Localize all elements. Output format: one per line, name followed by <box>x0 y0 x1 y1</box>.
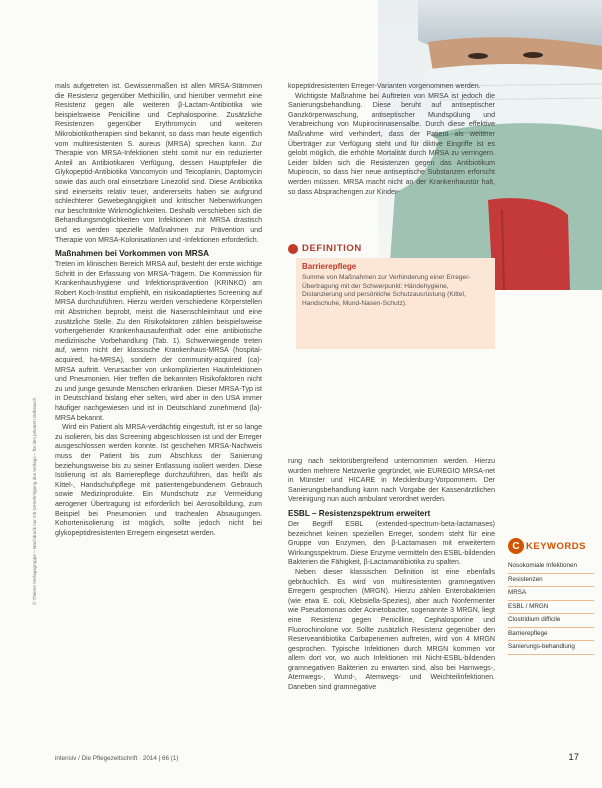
keyword-item: Barrierepflege <box>508 628 594 642</box>
right-text-column-top <box>288 82 495 197</box>
keywords-header <box>508 538 594 554</box>
keyword-item: Clostridium difficile <box>508 614 594 628</box>
keywords-letter-icon: C <box>508 538 524 554</box>
keyword-item: Nosokomiale Infektionen <box>508 560 594 574</box>
paragraph: Neben dieser klassischen Definition ist eine ebenfalls gebräuchlich. Es wird von multiresistenten gramnegativen Erregern gesprochen (MRGN). Hierzu zählen Enterobakterien (wie etwa E. coli, Klebsiella-Spezies), aber auch Nonfermenter wie Pseudomonas oder Acinetobacter, sogenannte 3 MRGN, liegt eine Resistenz gegen Penicilline, Cephalosporine und Fluorochinolone vor. Sollte zusätzlich Resistenz gegenüber den Reserveantibiotika Carbapenemen auftreten, wird von 4 MRGN gesprochen. Typische Infektionen durch MRGN kommen vor allem dort vor, wo auch Infektionen mit Nicht-ESBL-bildenden gramnegativen Bakterien zu erwarten sind, also bei Harnwegs-, Atemwegs-, Wund-, Atemwegs- und Weichteilinfektionen. Daneben sind gramnegative <box>288 568 495 692</box>
paragraph: kopeptidresistenten Erreger-Varianten vorgenommen werden. <box>288 83 481 90</box>
keyword-item: Sanierungs-behandlung <box>508 641 594 655</box>
section-heading: Maßnahmen bei Vorkommen von MRSA <box>55 249 210 259</box>
paragraph: Wird ein Patient als MRSA-verdächtig eingestuft, ist er so lange zu isolieren, bis das Screening abgeschlossen ist und der Erreger ausgeschlossen werden konnte. Ist geschehen MRSA-Nachweis muss der Patient bis zum Abschluss der Sanierung beziehungsweise bis zu seiner Entlassung isoliert werden. Diese Isolierung ist als Barrierepflege durchzuführen, das heißt als Kittel-, Handschuhpflege mit patientengebundenem Gebrauch sowie Medizinprodukte. Ein Mundschutz zur Vermeidung aerogener Übertragung ist erforderlich bei Aerosolbildung, zum Beispiel bei Pneumonien und trachealen Absaugungen. Kohortenisolierung ist möglich, sollte jedoch nicht bei glykopeptidresistenten Erregern eingesetzt werden. <box>55 424 262 537</box>
page-footer <box>55 753 585 767</box>
paragraph: Treten im klinischen Bereich MRSA auf, besteht der erste wichtige Schritt in der Erfassung von MRSA-Trägern. Die Kommission für Krankenhaushygiene und Infektionsprävention (KRINKO) am Robert Koch-Institut empfiehlt, ein risikoadaptiertes Screening auf MRSA durchzuführen. Hierzu werden verschiedene Körperstellen mit Abstrichen beprobt, meist die Nasenschleimhaut und eine zusätzliche Stelle. Zu den Risikofaktoren zählen beispielsweise vorhergehender Krankenhausaufenthalt oder eine antibiotische medizinische Vorbehandlung (Tab. 1). Schwerwiegende treten auf, wenn nicht der klassische Krankenhaus-MRSA (hospital-acquired, ha-MRSA), sondern der community-acquired (ca)-MRSA auftritt. Verursacher von unkomplizierten Hautinfektionen und Pneumonien. Hier treffen die bekannten Risikofaktoren nicht zu und junge gesunde Menschen erkranken. Dieser MRSA-Typ ist in Deutschland bislang eher selten, wird aber in den USA immer häufiger nachgewiesen und ist in Deutschland zunehmend (la)-MRSA bekannt. <box>55 261 262 422</box>
definition-content <box>296 258 495 349</box>
section-heading: ESBL – Resistenzspektrum erweitert <box>288 508 431 518</box>
keyword-item: MRSA <box>508 587 594 601</box>
page-number: 17 <box>568 752 579 763</box>
journal-reference: intensiv / Die Pflegezeitschrift · 2014 | 66 (1) <box>55 755 179 762</box>
keywords-list <box>508 560 594 655</box>
paragraph: mals aufgetreten ist. Gewissenmaßen ist allen MRSA-Stämmen die Resistenz gegenüber Methicillin, und hierüber vermehrt eine Resistenz gegen alle weiteren β-Lactam-Antibiotika wie beispielsweise Penicilline und Cephalosporine. Zusätzliche Resistenzen gegenüber Erythromycin und weiteren Mikrobiotikotherapien sind bekannt, so dass man heute eigentlich vom multiresistenten S. aureus (MRSA) sprechen kann. Zur Therapie von MRSA-Infektionen steht somit nur ein reduzierter Anteil an Antibiotikaren Verfügung, dessen Hauptpfeiler die Glykopeptid-Antibiotika Vancomycin und Teicoplanin, Daptomycin sowie das auch oral einsetzbare Linezolid sind. Diese Antibiotika sind einerseits relativ teuer, andererseits haben sie aufgrund schlechterer Gewebegängigkeit und kritischer Nebenwirkungen nur beschränkte Wirkmöglichkeiten. Deshalb verschieben sich die Behandlungsmöglichkeiten von Infektionen mit MRSA drastisch und es werden spezielle Maßnahmen zur Prävention und Therapie von MRSA-Kolonisationen und -Infektionen erforderlich. <box>55 83 262 244</box>
keyword-item: ESBL / MRGN <box>508 601 594 615</box>
paragraph: rung nach sektorübergreifend unternommen werden. Hierzu wurden mehrere Netzwerke gegründet, wie EUREGIO MRSA-net in Münster und HICARE in Mecklenburg-Vorpommern. Der Sanierungsbehandlung kann nach Vorgabe der Kassenärztlichen Vereinigung nun auch ambulant verordnet werden. <box>288 458 495 504</box>
right-text-column-bottom <box>288 457 495 693</box>
keywords-title: KEYWORDS <box>526 540 586 552</box>
keywords-box <box>508 538 594 655</box>
definition-tag <box>288 243 495 254</box>
paragraph: Wichtigste Maßnahme bei Auftreten von MRSA ist jedoch die Sanierungsbehandlung. Diese beruht auf antiseptischer Ganzkörperwaschung, antiseptischer Mundspülung und Verabreichung von Mupirocinnasensalbe. Durch diese effektive Maßnahme wird verhindert, dass der Patient als weiterer Überträger zur Verfügung steht und für diktive Eingriffe ist es gelobt möglich, die erhöhte Mortalität durch MRSA zu verringern. Leider bilden sich die Resistenzen gegen das Antibiotikum Mupirocin, so dass hier neue antiseptische Substanzen erforscht werden müssen. MRSA macht nicht an der Krankenhaustür halt, so dass Absprachengen zur Kinder- <box>288 92 495 196</box>
paragraph: Der Begriff ESBL (extended-spectrum-beta-lactamases) bezeichnet keinen speziellen Erreger, sondern steht für eine Gruppe von Enzymen, den β-Lactamasen mit erweitertem Wirkungsspektrum. Diese Enzyme vermitteln den ESBL-bildenden Bakterien die Fähigkeit, β-Lactamantibiotika zu spalten. <box>288 520 495 567</box>
left-text-column <box>55 82 262 538</box>
definition-box <box>288 243 495 351</box>
definition-term: Barrierepflege <box>302 262 357 271</box>
definition-text: Summe von Maßnahmen zur Verhinderung einer Erreger-Übertragung mit der Schwerpunkt: Händehygiene, Distanzierung und persönliche Schutzausrüstung (Kittel, Handschuhe, Mund-Nasen-Schutz). <box>302 274 471 307</box>
vertical-copyright-note: © Thieme Verlagsgruppe – Nachdruck nur mit Genehmigung des Verlags – für den privaten Gebrauch <box>32 397 37 605</box>
keyword-item: Resistenzen <box>508 574 594 588</box>
definition-label: DEFINITION <box>302 243 362 254</box>
bullet-icon <box>288 244 298 254</box>
